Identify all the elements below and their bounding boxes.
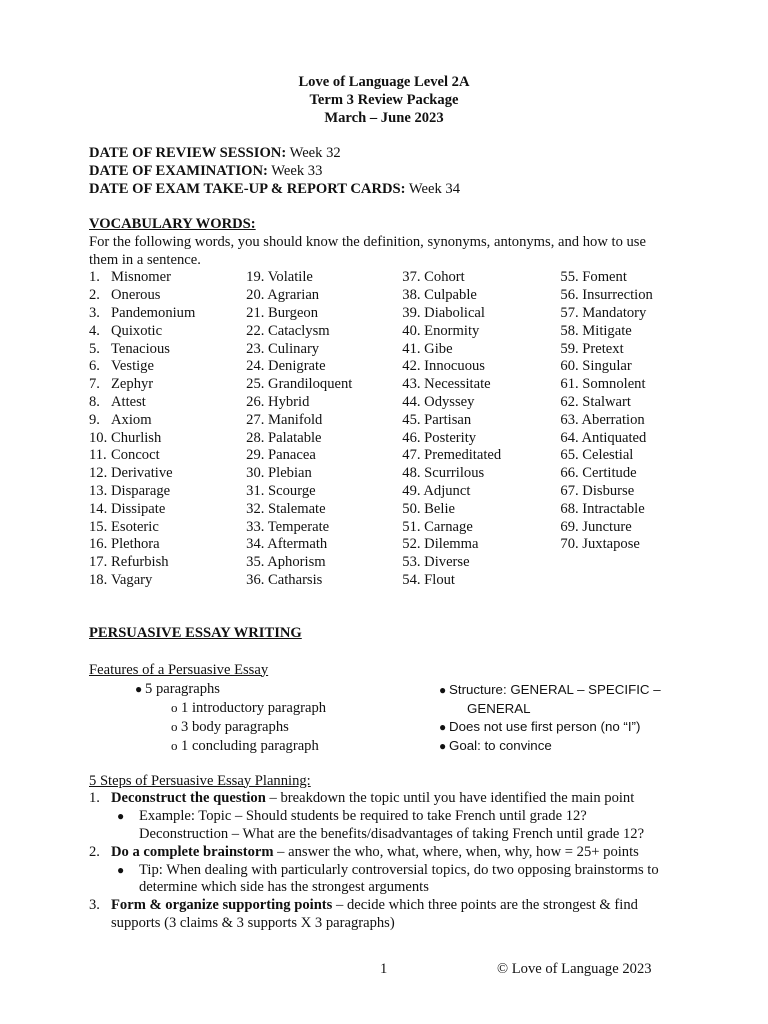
vocab-word: 17. Refurbish [89,554,169,571]
vocab-word: 13. Disparage [89,482,171,499]
vocabulary-column-3 [402,269,560,589]
step-sub-item: ● Example: Topic – Should students be required to take French until grade 12? Deconstruction – What are the benefits/disadvantages of taking French until grade 12? [117,808,645,842]
circle-bullet-icon: o [171,718,178,734]
copyright-notice: © Love of Language 2023 [497,961,652,977]
vocab-word: 50. Belie [402,500,455,517]
vocab-word: 5. Tenacious [89,340,170,357]
list-item-continuation: GENERAL [467,701,531,717]
vocabulary-heading: VOCABULARY WORDS: [89,216,256,232]
schedule-exam: DATE OF EXAMINATION: Week 33 [89,163,323,179]
vocab-word: 64. Antiquated [560,429,647,446]
vocab-word: 39. Diabolical [402,304,485,321]
vocab-word: 6. Vestige [89,358,154,375]
vocab-word: 65. Celestial [560,447,634,464]
vocab-word: 9. Axiom [89,411,152,428]
vocab-word: 62. Stalwart [560,393,631,410]
vocab-word: 2. Onerous [89,287,161,304]
vocab-word: 51. Carnage [402,518,473,535]
bullet-icon: ● [439,683,447,698]
vocab-word: 4. Quixotic [89,322,163,339]
vocab-word: 68. Intractable [560,500,645,517]
vocab-word: 24. Denigrate [246,358,326,375]
vocab-word: 59. Pretext [560,340,624,357]
vocab-word: 61. Somnolent [560,376,646,393]
vocab-word: 66. Certitude [560,465,637,482]
vocab-word: 67. Disburse [560,482,635,499]
vocabulary-column-4 [560,269,679,589]
bullet-icon: ● [117,809,125,824]
vocab-word: 15. Esoteric [89,518,159,535]
bullet-icon: ● [117,862,125,877]
vocab-word: 25. Grandiloquent [246,376,353,393]
vocab-word: 60. Singular [560,358,632,375]
vocab-word: 35. Aphorism [246,554,326,571]
features-list [89,681,679,755]
list-item: o 3 body paragraphs [171,718,289,735]
features-right [439,681,679,755]
vocab-word: 14. Dissipate [89,500,166,517]
vocab-word: 45. Partisan [402,411,472,428]
circle-bullet-icon: o [171,700,178,716]
vocab-word: 57. Mandatory [560,304,647,321]
vocab-word: 28. Palatable [246,429,322,446]
vocab-word: 53. Diverse [402,554,470,571]
vocabulary-column-1 [89,269,246,589]
vocab-word: 30. Plebian [246,465,312,482]
list-item: o 1 concluding paragraph [171,737,319,754]
vocab-word: 42. Innocuous [402,358,485,375]
circle-bullet-icon: o [171,737,178,753]
vocab-word: 41. Gibe [402,340,453,357]
vocab-word: 49. Adjunct [402,482,471,499]
bullet-icon: ● [135,682,143,697]
vocab-word: 46. Posterity [402,429,477,446]
vocab-word: 63. Aberration [560,411,645,428]
vocabulary-list [89,269,679,589]
vocab-word: 33. Temperate [246,518,330,535]
vocab-word: 32. Stalemate [246,500,326,517]
steps-heading: 5 Steps of Persuasive Essay Planning: [89,772,311,789]
vocab-word: 37. Cohort [402,269,465,286]
vocab-word: 21. Burgeon [246,304,319,321]
vocab-word: 16. Plethora [89,536,160,553]
vocab-word: 22. Cataclysm [246,322,330,339]
vocab-word: 44. Odyssey [402,393,475,410]
vocab-word: 43. Necessitate [402,376,491,393]
vocab-word: 20. Agrarian [246,287,320,304]
vocab-word: 27. Manifold [246,411,323,428]
vocab-word: 11. Concoct [89,447,160,464]
step-item: 2. Do a complete brainstorm – answer the who, what, where, when, why, how = 25+ points [89,843,639,860]
vocab-word: 19. Volatile [246,269,313,286]
vocab-word: 1. Misnomer [89,269,171,286]
vocab-word: 12. Derivative [89,465,173,482]
features-heading: Features of a Persuasive Essay [89,661,269,678]
vocab-word: 3. Pandemonium [89,304,196,321]
vocab-word: 40. Enormity [402,322,480,339]
list-item: ● Goal: to convince [439,737,679,756]
vocab-word: 56. Insurrection [560,287,653,304]
vocab-word: 18. Vagary [89,571,153,588]
vocab-word: 47. Premeditated [402,447,502,464]
list-item: ● Structure: GENERAL – SPECIFIC – [439,681,679,700]
vocab-word: 38. Culpable [402,287,477,304]
bullet-icon: ● [439,738,447,753]
vocab-word: 8. Attest [89,393,146,410]
list-item: ● 5 paragraphs [135,681,220,698]
vocab-word: 54. Flout [402,571,455,588]
essay-heading: PERSUASIVE ESSAY WRITING [89,624,302,641]
vocabulary-intro: For the following words, you should know the definition, synonyms, antonyms, and how to use them in a sentence. [89,233,646,268]
page-number: 1 [380,961,388,977]
step-item: 3. Form & organize supporting points – decide which three points are the strongest & find supports (3 claims & 3 supports X 3 paragraphs) [89,897,638,931]
vocab-word: 58. Mitigate [560,322,632,339]
steps-list [89,790,679,932]
features-left [89,681,439,755]
vocab-word: 23. Culinary [246,340,320,357]
list-item: o 1 introductory paragraph [171,700,327,717]
document-title-block [89,74,679,128]
vocab-word: 29. Panacea [246,447,316,464]
schedule-takeup: DATE OF EXAM TAKE-UP & REPORT CARDS: Week 34 [89,181,460,197]
vocab-word: 7. Zephyr [89,376,154,393]
document-date-range: March – June 2023 [324,110,444,126]
vocab-word: 52. Dilemma [402,536,479,553]
schedule-review: DATE OF REVIEW SESSION: Week 32 [89,145,341,161]
vocab-word: 36. Catharsis [246,571,323,588]
list-item: ● Does not use first person (no “I”) [439,718,679,737]
vocab-word: 55. Foment [560,269,627,286]
step-sub-item: ● Tip: When dealing with particularly controversial topics, do two opposing brainstorms to determine which side has the strongest arguments [117,861,659,896]
vocabulary-column-2 [246,269,402,589]
vocab-word: 34. Aftermath [246,536,328,553]
step-item: 1. Deconstruct the question – breakdown the topic until you have identified the main point [89,790,635,807]
vocab-word: 31. Scourge [246,482,316,499]
vocab-word: 69. Juncture [560,518,632,535]
document-subtitle: Term 3 Review Package [309,92,459,108]
document-page [89,74,679,933]
vocab-word: 10. Churlish [89,429,162,446]
schedule-block [89,145,679,199]
bullet-icon: ● [439,719,447,734]
vocab-word: 48. Scurrilous [402,465,485,482]
vocab-word: 26. Hybrid [246,393,310,410]
document-title: Love of Language Level 2A [298,74,470,90]
vocab-word: 70. Juxtapose [560,536,640,553]
